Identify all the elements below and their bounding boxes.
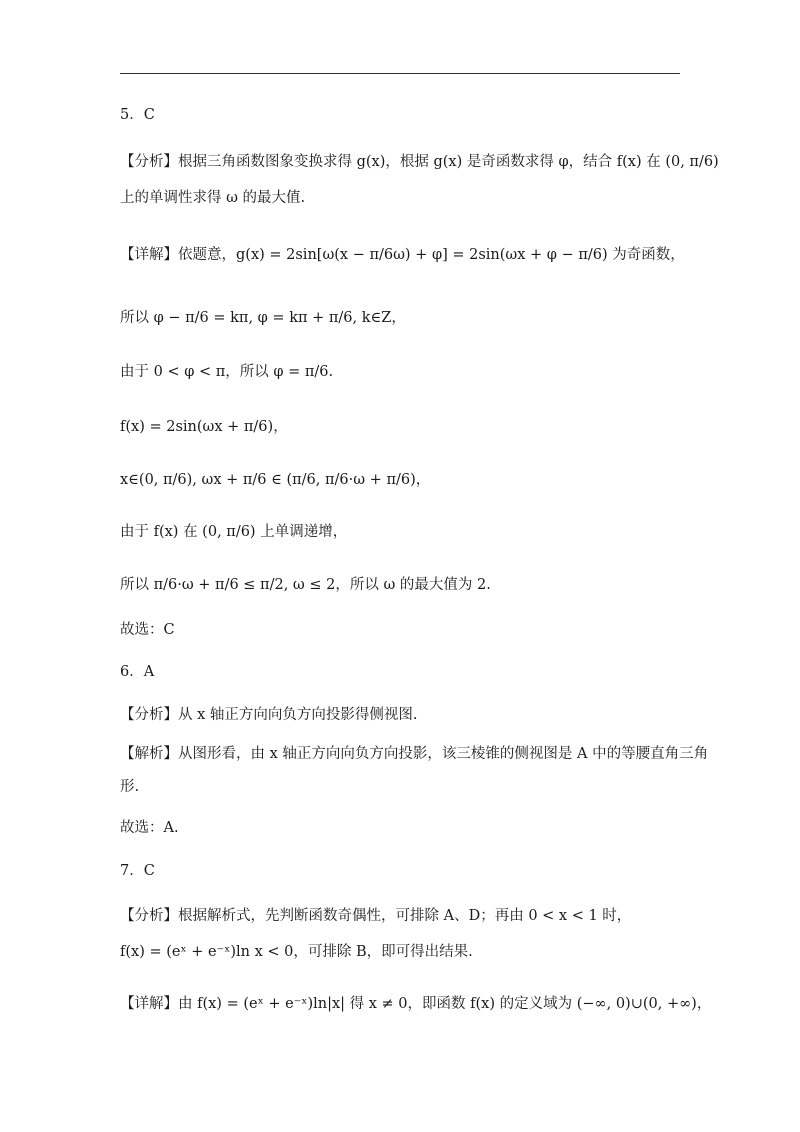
solution-6-line-1: 【解析】从图形看，由 x 轴正方向向负方向投影，该三棱锥的侧视图是 A 中的等腰直角三角 — [120, 746, 709, 762]
analysis-5-line-1: 【分析】根据三角函数图象变换求得 g(x)，根据 g(x) 是奇函数求得 φ，结合 f(x) 在 (0, π/6) — [120, 154, 719, 170]
answer-6-heading: 6．A — [120, 664, 155, 680]
detail-5-line-6: 由于 f(x) 在 (0, π/6) 上单调递增， — [120, 524, 348, 540]
detail-5-line-3: 由于 0 < φ < π，所以 φ = π/6. — [120, 364, 334, 380]
detail-5-line-2: 所以 φ − π/6 = kπ, φ = kπ + π/6, k∈Z， — [120, 310, 406, 326]
detail-5-line-7: 所以 π/6·ω + π/6 ≤ π/2, ω ≤ 2，所以 ω 的最大值为 2. — [120, 577, 491, 593]
detail-5-line-5: x∈(0, π/6), ωx + π/6 ∈ (π/6, π/6·ω + π/6)， — [120, 472, 431, 488]
answer-5-choice: 故选：C — [120, 622, 175, 638]
detail-5-line-1: 【详解】依题意，g(x) = 2sin[ω(x − π/6ω) + φ] = 2sin(ωx + φ − π/6) 为奇函数， — [120, 247, 685, 263]
analysis-5-line-2: 上的单调性求得 ω 的最大值. — [120, 190, 306, 206]
analysis-6-line-1: 【分析】从 x 轴正方向向负方向投影得侧视图. — [120, 707, 418, 723]
answer-5-heading: 5．C — [120, 107, 155, 123]
analysis-7-line-1: 【分析】根据解析式，先判断函数奇偶性，可排除 A、D；再由 0 < x < 1 时， — [120, 908, 632, 924]
analysis-7-line-2: f(x) = (eˣ + e⁻ˣ)ln x < 0，可排除 B，即可得出结果. — [120, 944, 473, 960]
detail-7-line-1: 【详解】由 f(x) = (eˣ + e⁻ˣ)ln|x| 得 x ≠ 0，即函数 f(x) 的定义域为 (−∞, 0)∪(0, +∞)， — [120, 996, 712, 1012]
answer-6-choice: 故选：A. — [120, 820, 179, 836]
solution-6-line-2: 形. — [120, 779, 140, 795]
detail-5-line-4: f(x) = 2sin(ωx + π/6)， — [120, 419, 288, 435]
answer-7-heading: 7．C — [120, 863, 155, 879]
header-rule — [120, 73, 680, 74]
